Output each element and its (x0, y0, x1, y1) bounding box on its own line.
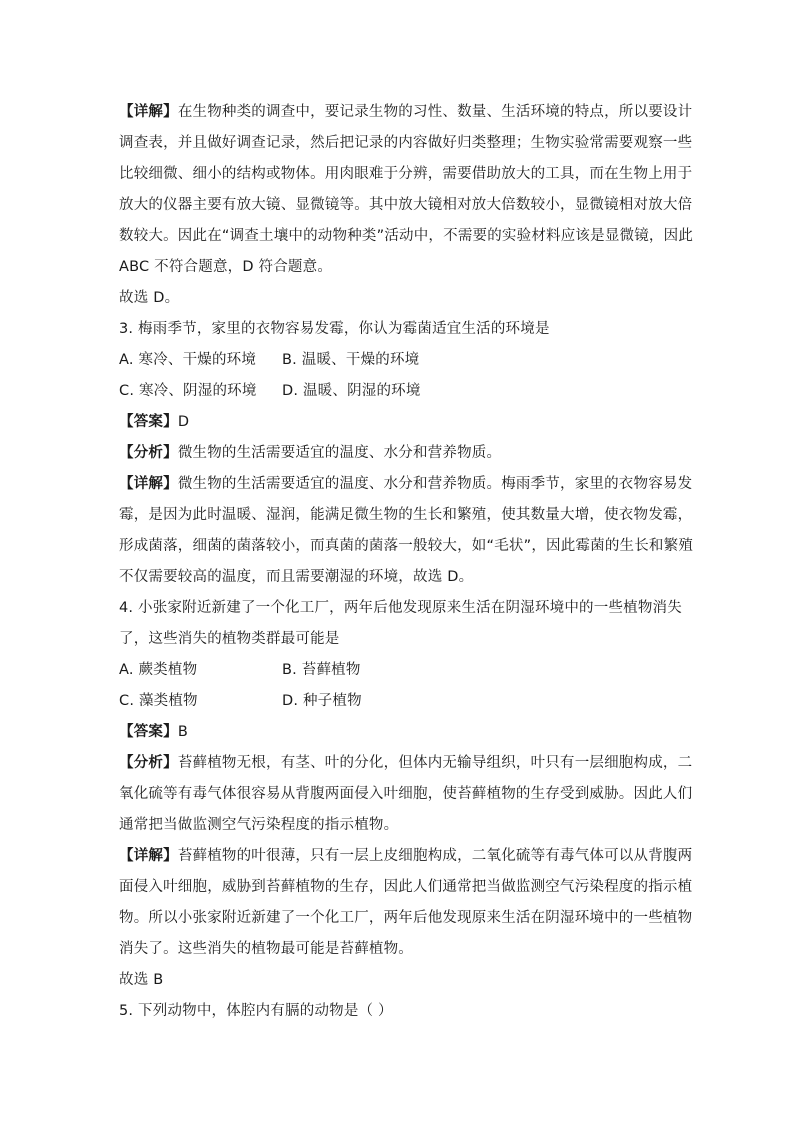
options-row (119, 655, 679, 686)
answer-line (119, 717, 679, 748)
detail-line: 【详解】在生物种类的调查中，要记录生物的习性、数量、生活环境的特点，所以要设计 (119, 104, 693, 120)
question-stem: 了，这些消失的植物类群最可能是 (119, 631, 340, 647)
options-row (119, 376, 679, 407)
answer-value: B (177, 724, 188, 740)
detail-tag: 【详解】 (119, 476, 178, 492)
detail-line: 【详解】苔藓植物的叶很薄，只有一层上皮细胞构成，二氧化硫等有毒气体可以从背腹两 (119, 848, 693, 864)
analysis-tag: 【分析】 (119, 755, 178, 771)
detail-line: 不仅需要较高的温度，而且需要潮湿的环境，故选 D。 (119, 569, 474, 585)
option-a: A. 寒冷、干燥的环境 (119, 352, 257, 368)
document-page (119, 97, 694, 1027)
detail-line: 面侵入叶细胞，威胁到苔藓植物的生存，因此人们通常把当做监测空气污染程度的指示植 (119, 879, 693, 895)
detail-tag: 【详解】 (119, 104, 178, 120)
answer-tag: 【答案】 (119, 724, 178, 740)
question-stem: 4. 小张家附近新建了一个化工厂，两年后他发现原来生活在阴湿环境中的一些植物消失 (119, 600, 682, 616)
detail-line: 霉，是因为此时温暖、湿润，能满足微生物的生长和繁殖，使其数量大增，使衣物发霉， (119, 507, 693, 523)
analysis-line: 【分析】微生物的生活需要适宜的温度、水分和营养物质。 (119, 445, 502, 461)
answer-value: D (177, 414, 190, 430)
analysis-line: 氧化硫等有毒气体很容易从背腹两面侵入叶细胞，使苔藓植物的生存受到威胁。因此人们 (119, 786, 693, 802)
detail-line: ABC 不符合题意，D 符合题意。 (119, 259, 333, 275)
option-b: B. 温暖、干燥的环境 (282, 352, 420, 368)
question-stem: 3. 梅雨季节，家里的衣物容易发霉，你认为霉菌适宜生活的环境是 (119, 321, 550, 337)
options-row (119, 686, 679, 717)
option-c: C. 藻类植物 (119, 693, 198, 709)
detail-tag: 【详解】 (119, 848, 178, 864)
analysis-tag: 【分析】 (119, 445, 178, 461)
option-a: A. 蕨类植物 (119, 662, 198, 678)
analysis-line: 【分析】苔藓植物无根，有茎、叶的分化，但体内无输导组织，叶只有一层细胞构成，二 (119, 755, 693, 771)
option-c: C. 寒冷、阴湿的环境 (119, 383, 257, 399)
detail-line: 比较细微、细小的结构或物体。用肉眼难于分辨，需要借助放大的工具，而在生物上用于 (119, 166, 693, 182)
detail-line: 【详解】微生物的生活需要适宜的温度、水分和营养物质。梅雨季节，家里的衣物容易发 (119, 476, 693, 492)
conclusion: 故选 B (119, 972, 164, 988)
analysis-line: 通常把当做监测空气污染程度的指示植物。 (119, 817, 399, 833)
option-b: B. 苔藓植物 (282, 662, 361, 678)
detail-line: 放大的仪器主要有放大镜、显微镜等。其中放大镜相对放大倍数较小，显微镜相对放大倍 (119, 197, 693, 213)
options-row (119, 345, 679, 376)
answer-line (119, 407, 679, 438)
option-d: D. 种子植物 (282, 693, 362, 709)
answer-tag: 【答案】 (119, 414, 178, 430)
detail-line: 消失了。这些消失的植物最可能是苔藓植物。 (119, 941, 413, 957)
detail-line: 调查表，并且做好调查记录，然后把记录的内容做好归类整理；生物实验常需要观察一些 (119, 135, 693, 151)
option-d: D. 温暖、阴湿的环境 (282, 383, 421, 399)
question-stem: 5. 下列动物中，体腔内有膈的动物是（ ） (119, 1003, 393, 1019)
detail-line: 物。所以小张家附近新建了一个化工厂，两年后他发现原来生活在阴湿环境中的一些植物 (119, 910, 693, 926)
conclusion: 故选 D。 (119, 290, 180, 306)
detail-line: 形成菌落，细菌的菌落较小，而真菌的菌落一般较大，如“毛状”，因此霉菌的生长和繁殖 (119, 538, 694, 554)
detail-line: 数较大。因此在“调查土壤中的动物种类”活动中，不需要的实验材料应该是显微镜，因此 (119, 228, 694, 244)
